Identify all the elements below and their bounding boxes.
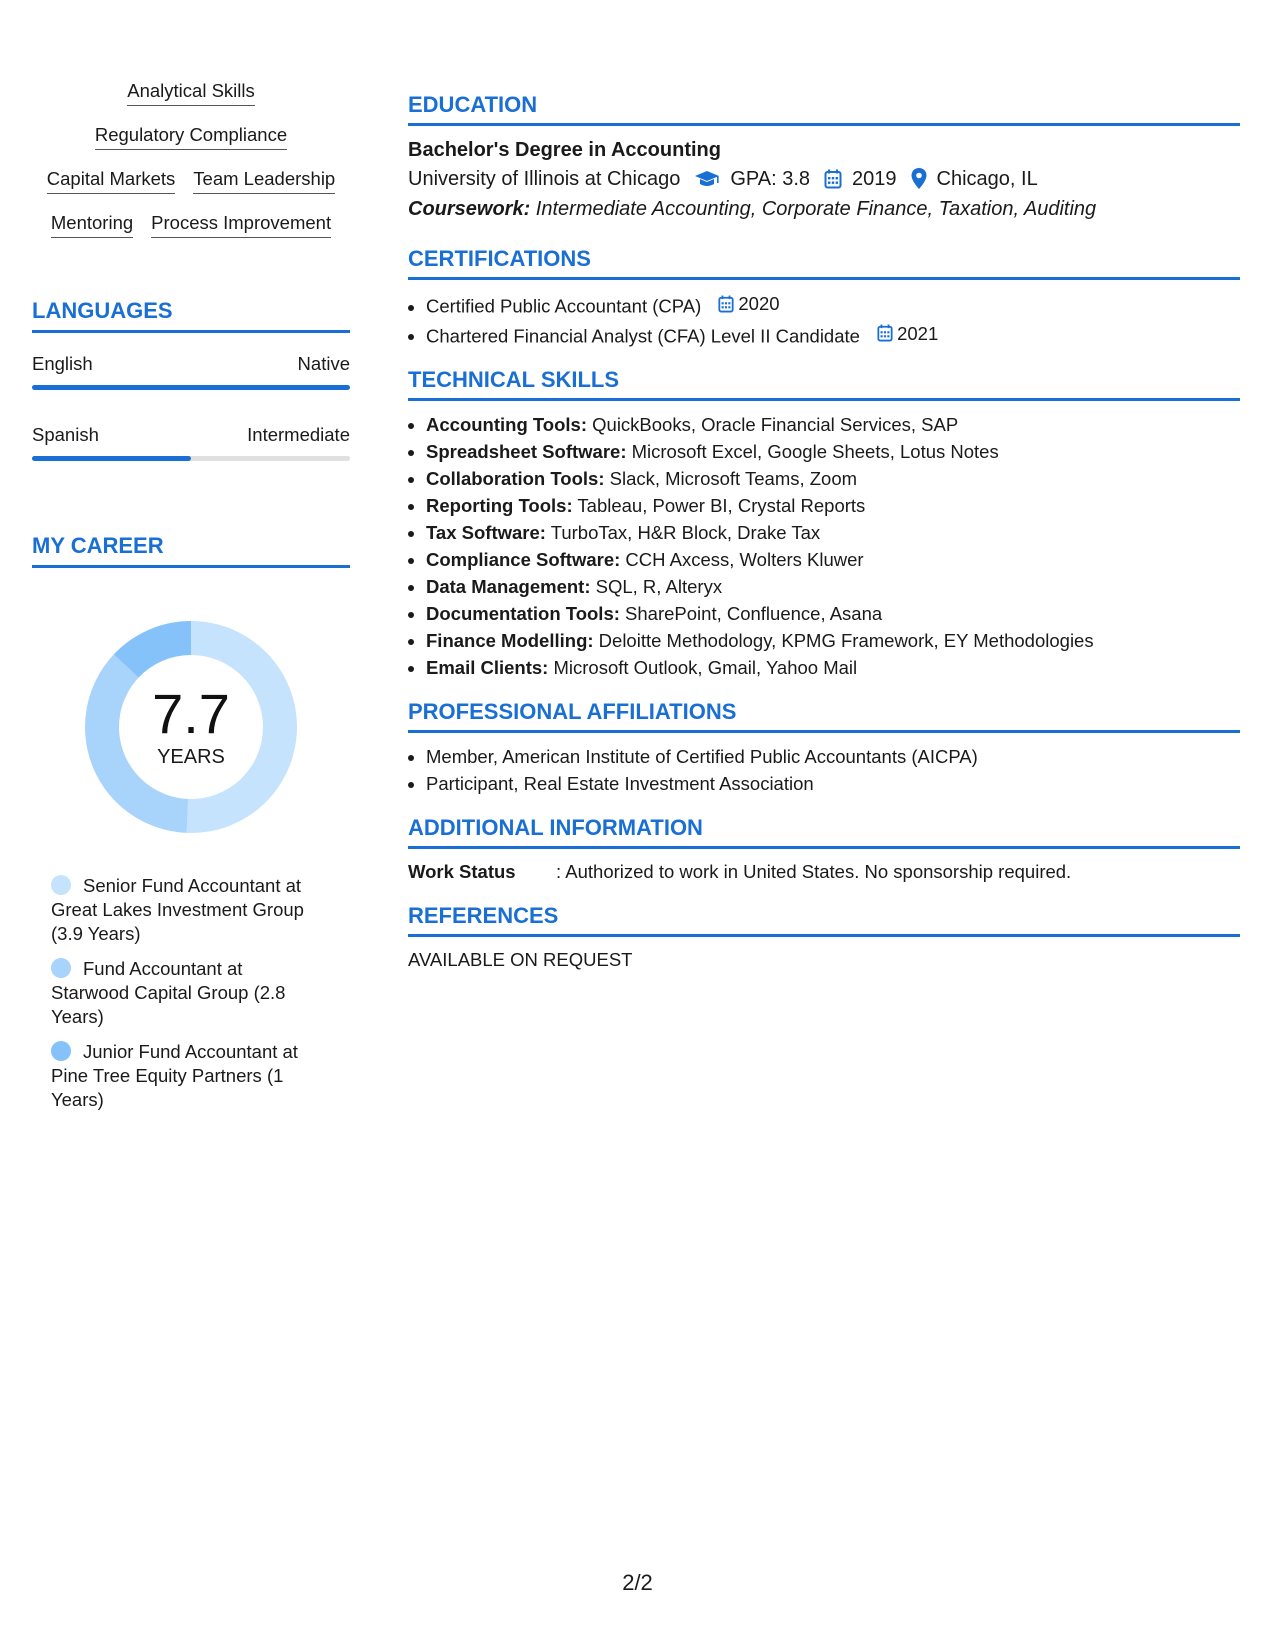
skill-value: Deloitte Methodology, KPMG Framework, EY Methodologies [593, 630, 1094, 651]
work-status-row [408, 859, 1240, 885]
language-item [32, 353, 350, 390]
affiliation-item: • Participant, Real Estate Investment Association [426, 770, 1240, 797]
career-donut-chart [76, 612, 306, 842]
career-title: MY CAREER [32, 533, 350, 568]
skill-label: Accounting Tools: [426, 414, 587, 435]
skill-value: QuickBooks, Oracle Financial Services, SAP [587, 414, 959, 435]
skill-label: Collaboration Tools: [426, 468, 605, 489]
page-number: 2/2 [622, 1570, 653, 1595]
skill-tag: Analytical Skills [127, 80, 255, 106]
career-item [51, 1040, 311, 1112]
technical-skill-item [426, 573, 1240, 600]
skill-label: Spreadsheet Software: [426, 441, 627, 462]
technical-skill-item [426, 654, 1240, 681]
certifications-list [408, 290, 1240, 349]
technical-skill-item [426, 411, 1240, 438]
references-title: REFERENCES [408, 903, 1240, 937]
affiliations-title: PROFESSIONAL AFFILIATIONS [408, 699, 1240, 733]
skill-label: Email Clients: [426, 657, 549, 678]
language-bar [32, 385, 350, 390]
coursework-text: Intermediate Accounting, Corporate Finance, Taxation, Auditing [530, 198, 1097, 220]
languages-title: LANGUAGES [32, 298, 350, 333]
career-unit: YEARS [157, 745, 225, 768]
technical-skill-item [426, 438, 1240, 465]
technical-skills-list [408, 411, 1240, 681]
affiliations-list [408, 743, 1240, 797]
technical-skill-item [426, 546, 1240, 573]
language-bar-fill [32, 385, 350, 390]
language-item [32, 424, 350, 461]
skill-value: CCH Axcess, Wolters Kluwer [620, 549, 864, 570]
education-location: Chicago, IL [936, 168, 1038, 190]
language-name: English [32, 353, 93, 374]
career-text: Junior Fund Accountant at Pine Tree Equity Partners (1 Years) [51, 1041, 298, 1110]
skill-value: SQL, R, Alteryx [590, 576, 723, 597]
work-status-label: Work Status [408, 861, 516, 882]
language-level: Intermediate [247, 424, 350, 445]
skill-label: Data Management: [426, 576, 591, 597]
skill-label: Compliance Software: [426, 549, 621, 570]
skill-label: Reporting Tools: [426, 495, 573, 516]
language-bar-fill [32, 456, 191, 461]
career-total: 7.7 [152, 681, 230, 745]
career-dot [51, 958, 71, 978]
certification-name: Certified Public Accountant (CPA) [426, 295, 702, 317]
education-coursework [408, 194, 1240, 224]
calendar-icon [877, 324, 893, 342]
skill-value: Microsoft Excel, Google Sheets, Lotus Notes [626, 441, 999, 462]
technical-skill-item [426, 627, 1240, 654]
language-bar [32, 456, 350, 461]
certification-item [426, 320, 1240, 350]
skill-value: Microsoft Outlook, Gmail, Yahoo Mail [548, 657, 858, 678]
skill-value: SharePoint, Confluence, Asana [619, 603, 883, 624]
certification-year: 2021 [897, 322, 939, 344]
coursework-label: Coursework: [408, 198, 531, 220]
career-text: Senior Fund Accountant at Great Lakes Investment Group (3.9 Years) [51, 875, 304, 944]
education-title: EDUCATION [408, 92, 1240, 126]
certifications-title: CERTIFICATIONS [408, 246, 1240, 280]
skill-label: Tax Software: [426, 522, 546, 543]
calendar-icon [824, 169, 842, 189]
skill-value: TurboTax, H&R Block, Drake Tax [545, 522, 821, 543]
skill-tag: Regulatory Compliance [95, 124, 287, 150]
skill-label: Documentation Tools: [426, 603, 620, 624]
skill-tag: Process Improvement [151, 212, 331, 238]
skill-value: Slack, Microsoft Teams, Zoom [604, 468, 858, 489]
education-school: University of Illinois at Chicago [408, 168, 681, 190]
skill-tag: Team Leadership [193, 168, 335, 194]
affiliation-item: • Member, American Institute of Certified Public Accountants (AICPA) [426, 743, 1240, 770]
skills-list [32, 80, 350, 238]
location-pin-icon [911, 168, 927, 190]
language-name: Spanish [32, 424, 99, 445]
career-dot [51, 875, 71, 895]
technical-skill-item [426, 600, 1240, 627]
left-column [32, 80, 350, 1123]
education-year: 2019 [852, 168, 897, 190]
education-degree: Bachelor's Degree in Accounting [408, 139, 721, 161]
certification-item [426, 290, 1240, 320]
certification-name: Chartered Financial Analyst (CFA) Level II Candidate [426, 325, 860, 346]
career-text: Fund Accountant at Starwood Capital Group (2.8 Years) [51, 958, 286, 1027]
career-item [51, 874, 311, 946]
education-details [408, 164, 1240, 194]
skill-label: Finance Modelling: [426, 630, 594, 651]
technical-skills-title: TECHNICAL SKILLS [408, 367, 1240, 401]
education-gpa: GPA: 3.8 [730, 168, 811, 190]
career-list [32, 874, 350, 1112]
technical-skill-item [426, 519, 1240, 546]
technical-skill-item [426, 492, 1240, 519]
additional-info-title: ADDITIONAL INFORMATION [408, 815, 1240, 849]
skill-value: Tableau, Power BI, Crystal Reports [572, 495, 866, 516]
calendar-icon [718, 295, 734, 313]
skill-tag: Capital Markets [47, 168, 176, 194]
references-text: AVAILABLE ON REQUEST [408, 949, 633, 970]
technical-skill-item [426, 465, 1240, 492]
certification-year: 2020 [738, 293, 780, 314]
work-status-value: : Authorized to work in United States. No sponsorship required. [556, 861, 1072, 882]
graduation-cap-icon [694, 169, 720, 189]
right-column [408, 92, 1240, 973]
career-dot [51, 1041, 71, 1061]
career-item [51, 957, 311, 1029]
language-level: Native [297, 353, 350, 374]
skill-tag: Mentoring [51, 212, 133, 238]
